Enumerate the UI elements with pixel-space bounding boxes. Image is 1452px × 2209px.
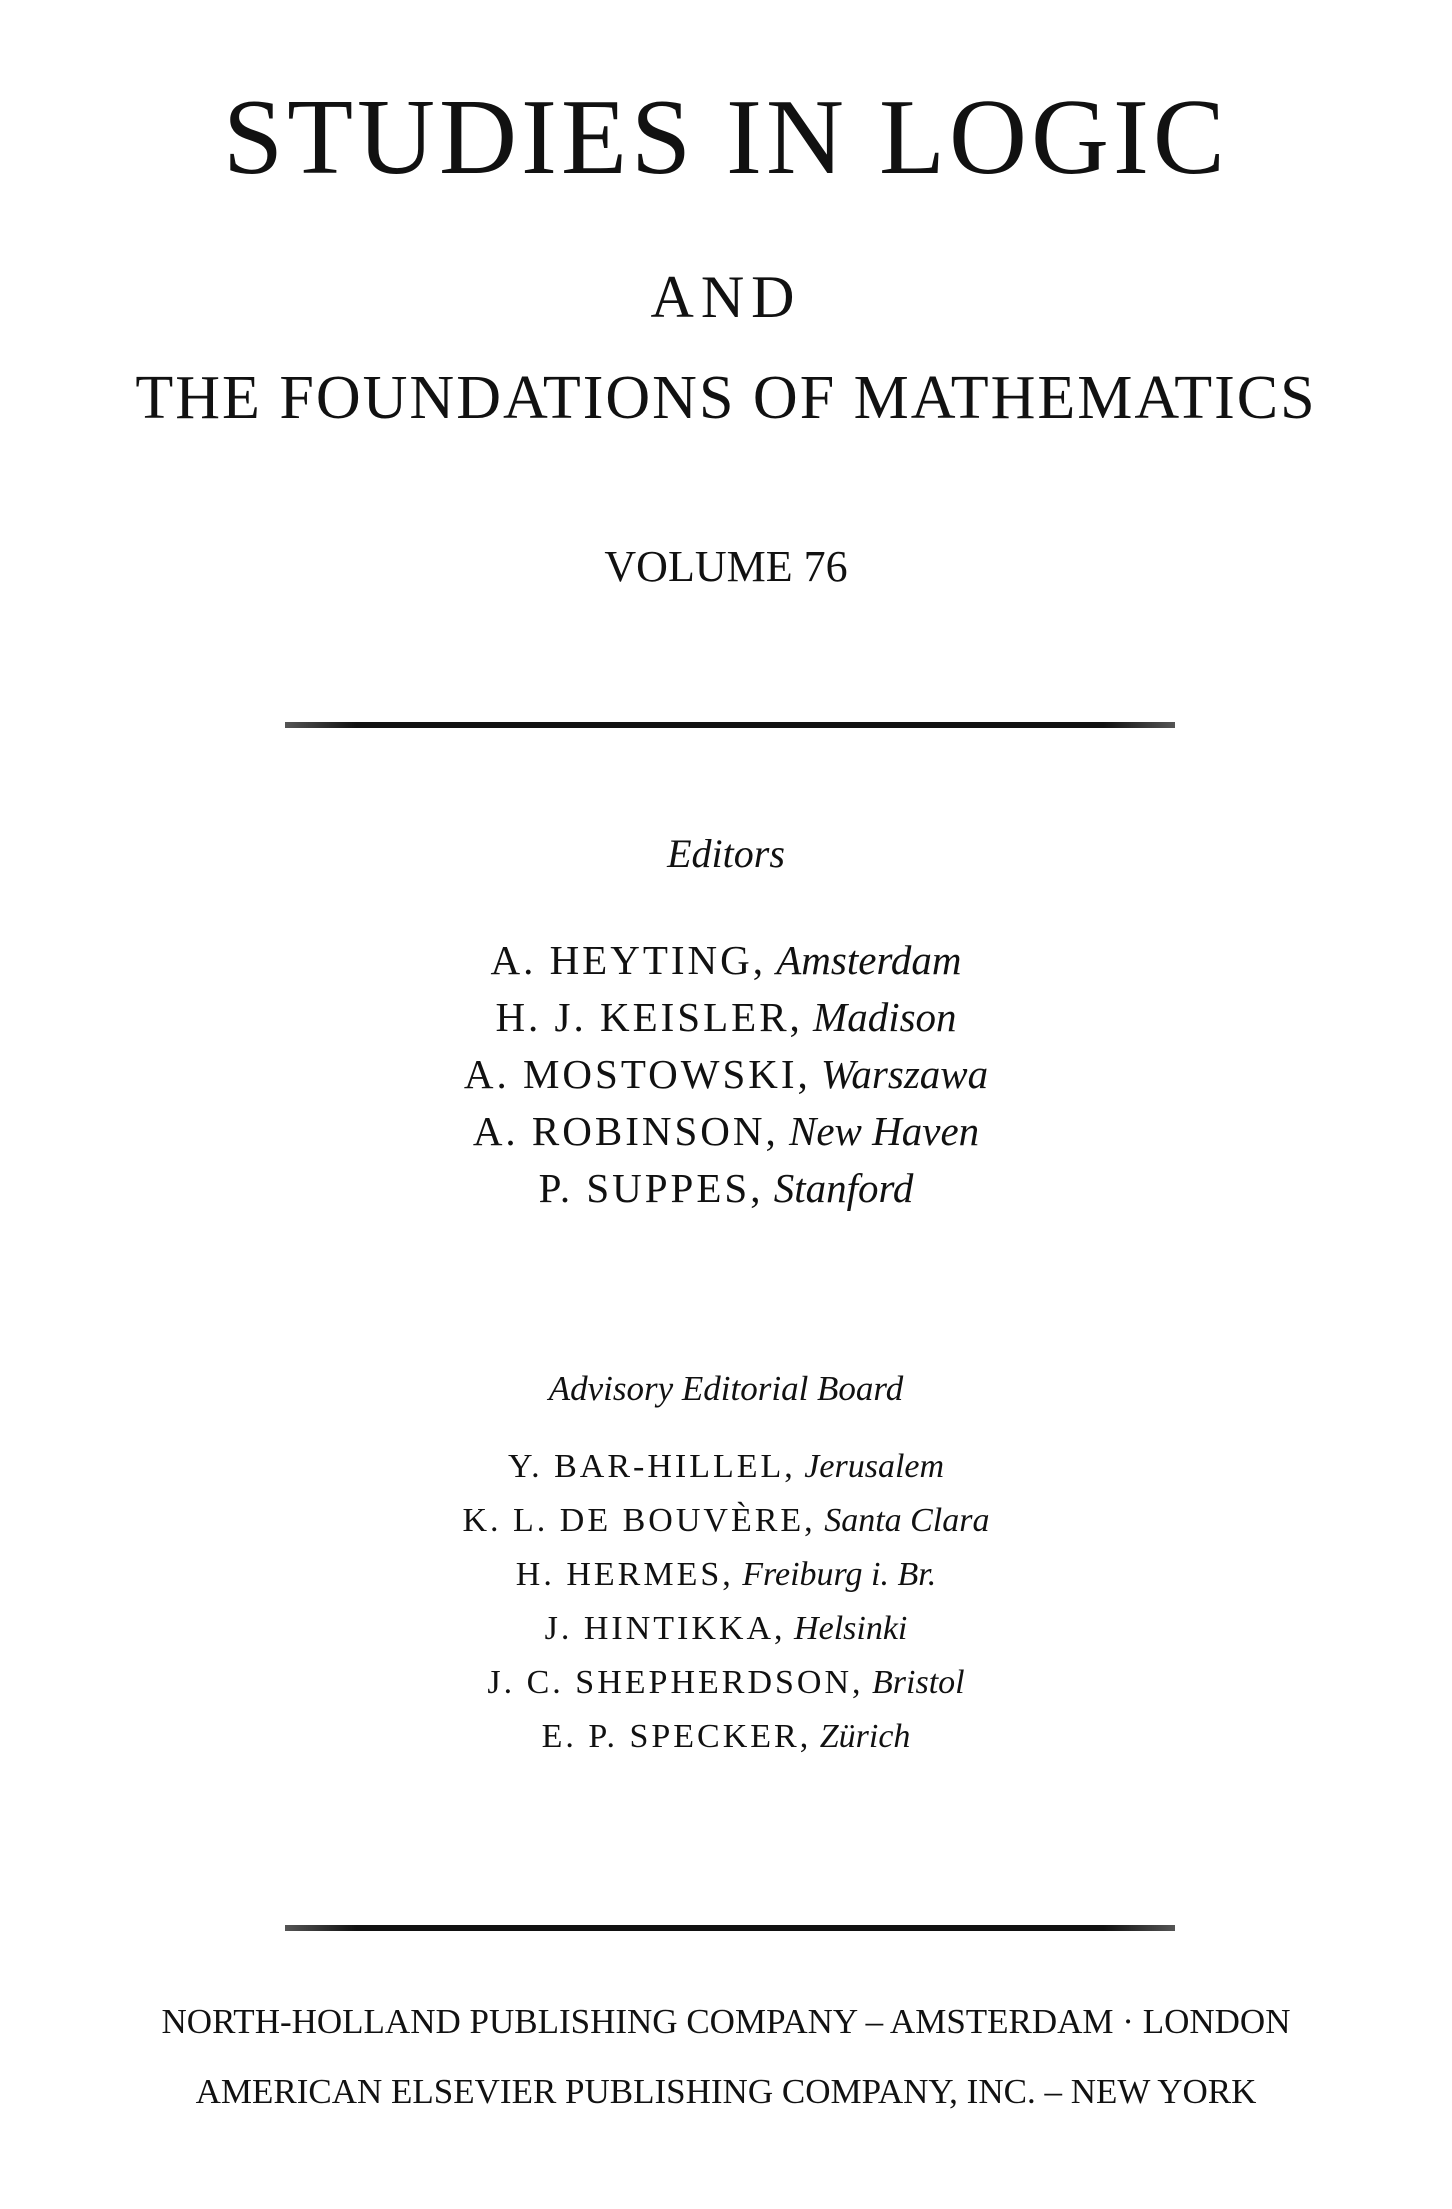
- series-title: STUDIES IN LOGIC: [223, 78, 1229, 197]
- advisor-entry: [0, 1548, 1452, 1602]
- advisory-board-heading: Advisory Editorial Board: [548, 1369, 904, 1408]
- editor-entry: [0, 1160, 1452, 1217]
- editor-name: H. J. KEISLER,: [495, 994, 803, 1040]
- volume-number: VOLUME 76: [604, 542, 848, 591]
- advisor-entry: [0, 1656, 1452, 1710]
- editor-entry: [0, 932, 1452, 989]
- advisor-place: Freiburg i. Br.: [742, 1556, 937, 1593]
- editor-name: A. HEYTING,: [490, 937, 767, 983]
- advisor-entry: [0, 1602, 1452, 1656]
- editor-place: Warszawa: [821, 1051, 989, 1097]
- advisor-place: Jerusalem: [804, 1448, 945, 1485]
- advisor-name: K. L. DE BOUVÈRE,: [462, 1502, 816, 1539]
- editor-entry: [0, 1046, 1452, 1103]
- editors-heading: Editors: [667, 831, 785, 876]
- editor-place: New Haven: [789, 1108, 980, 1154]
- publisher-line-2: AMERICAN ELSEVIER PUBLISHING COMPANY, INC. – NEW YORK: [195, 2072, 1257, 2111]
- advisor-place: Santa Clara: [824, 1502, 990, 1539]
- publisher-line-1: NORTH-HOLLAND PUBLISHING COMPANY – AMSTERDAM · LONDON: [161, 2002, 1291, 2041]
- editor-place: Stanford: [773, 1165, 914, 1211]
- editor-entry: [0, 989, 1452, 1046]
- editor-name: P. SUPPES,: [538, 1165, 764, 1211]
- advisor-name: H. HERMES,: [515, 1556, 734, 1593]
- advisor-name: Y. BAR-HILLEL,: [507, 1448, 796, 1485]
- advisor-place: Zürich: [819, 1718, 911, 1755]
- bottom-divider: [285, 1925, 1175, 1931]
- advisor-name: J. C. SHEPHERDSON,: [487, 1664, 864, 1701]
- advisor-place: Bristol: [872, 1664, 965, 1701]
- advisory-board-list: [0, 1440, 1452, 1764]
- advisor-entry: [0, 1494, 1452, 1548]
- editor-name: A. MOSTOWSKI,: [463, 1051, 811, 1097]
- advisor-name: E. P. SPECKER,: [541, 1718, 812, 1755]
- advisor-name: J. HINTIKKA,: [544, 1610, 786, 1647]
- editor-entry: [0, 1103, 1452, 1160]
- series-subtitle: THE FOUNDATIONS OF MATHEMATICS: [135, 364, 1317, 432]
- advisor-entry: [0, 1440, 1452, 1494]
- advisor-entry: [0, 1710, 1452, 1764]
- advisor-place: Helsinki: [794, 1610, 908, 1647]
- top-divider: [285, 722, 1175, 728]
- series-conjunction: AND: [650, 264, 802, 330]
- editor-name: A. ROBINSON,: [472, 1108, 779, 1154]
- editors-list: [0, 932, 1452, 1217]
- editor-place: Amsterdam: [776, 937, 962, 983]
- editor-place: Madison: [813, 994, 957, 1040]
